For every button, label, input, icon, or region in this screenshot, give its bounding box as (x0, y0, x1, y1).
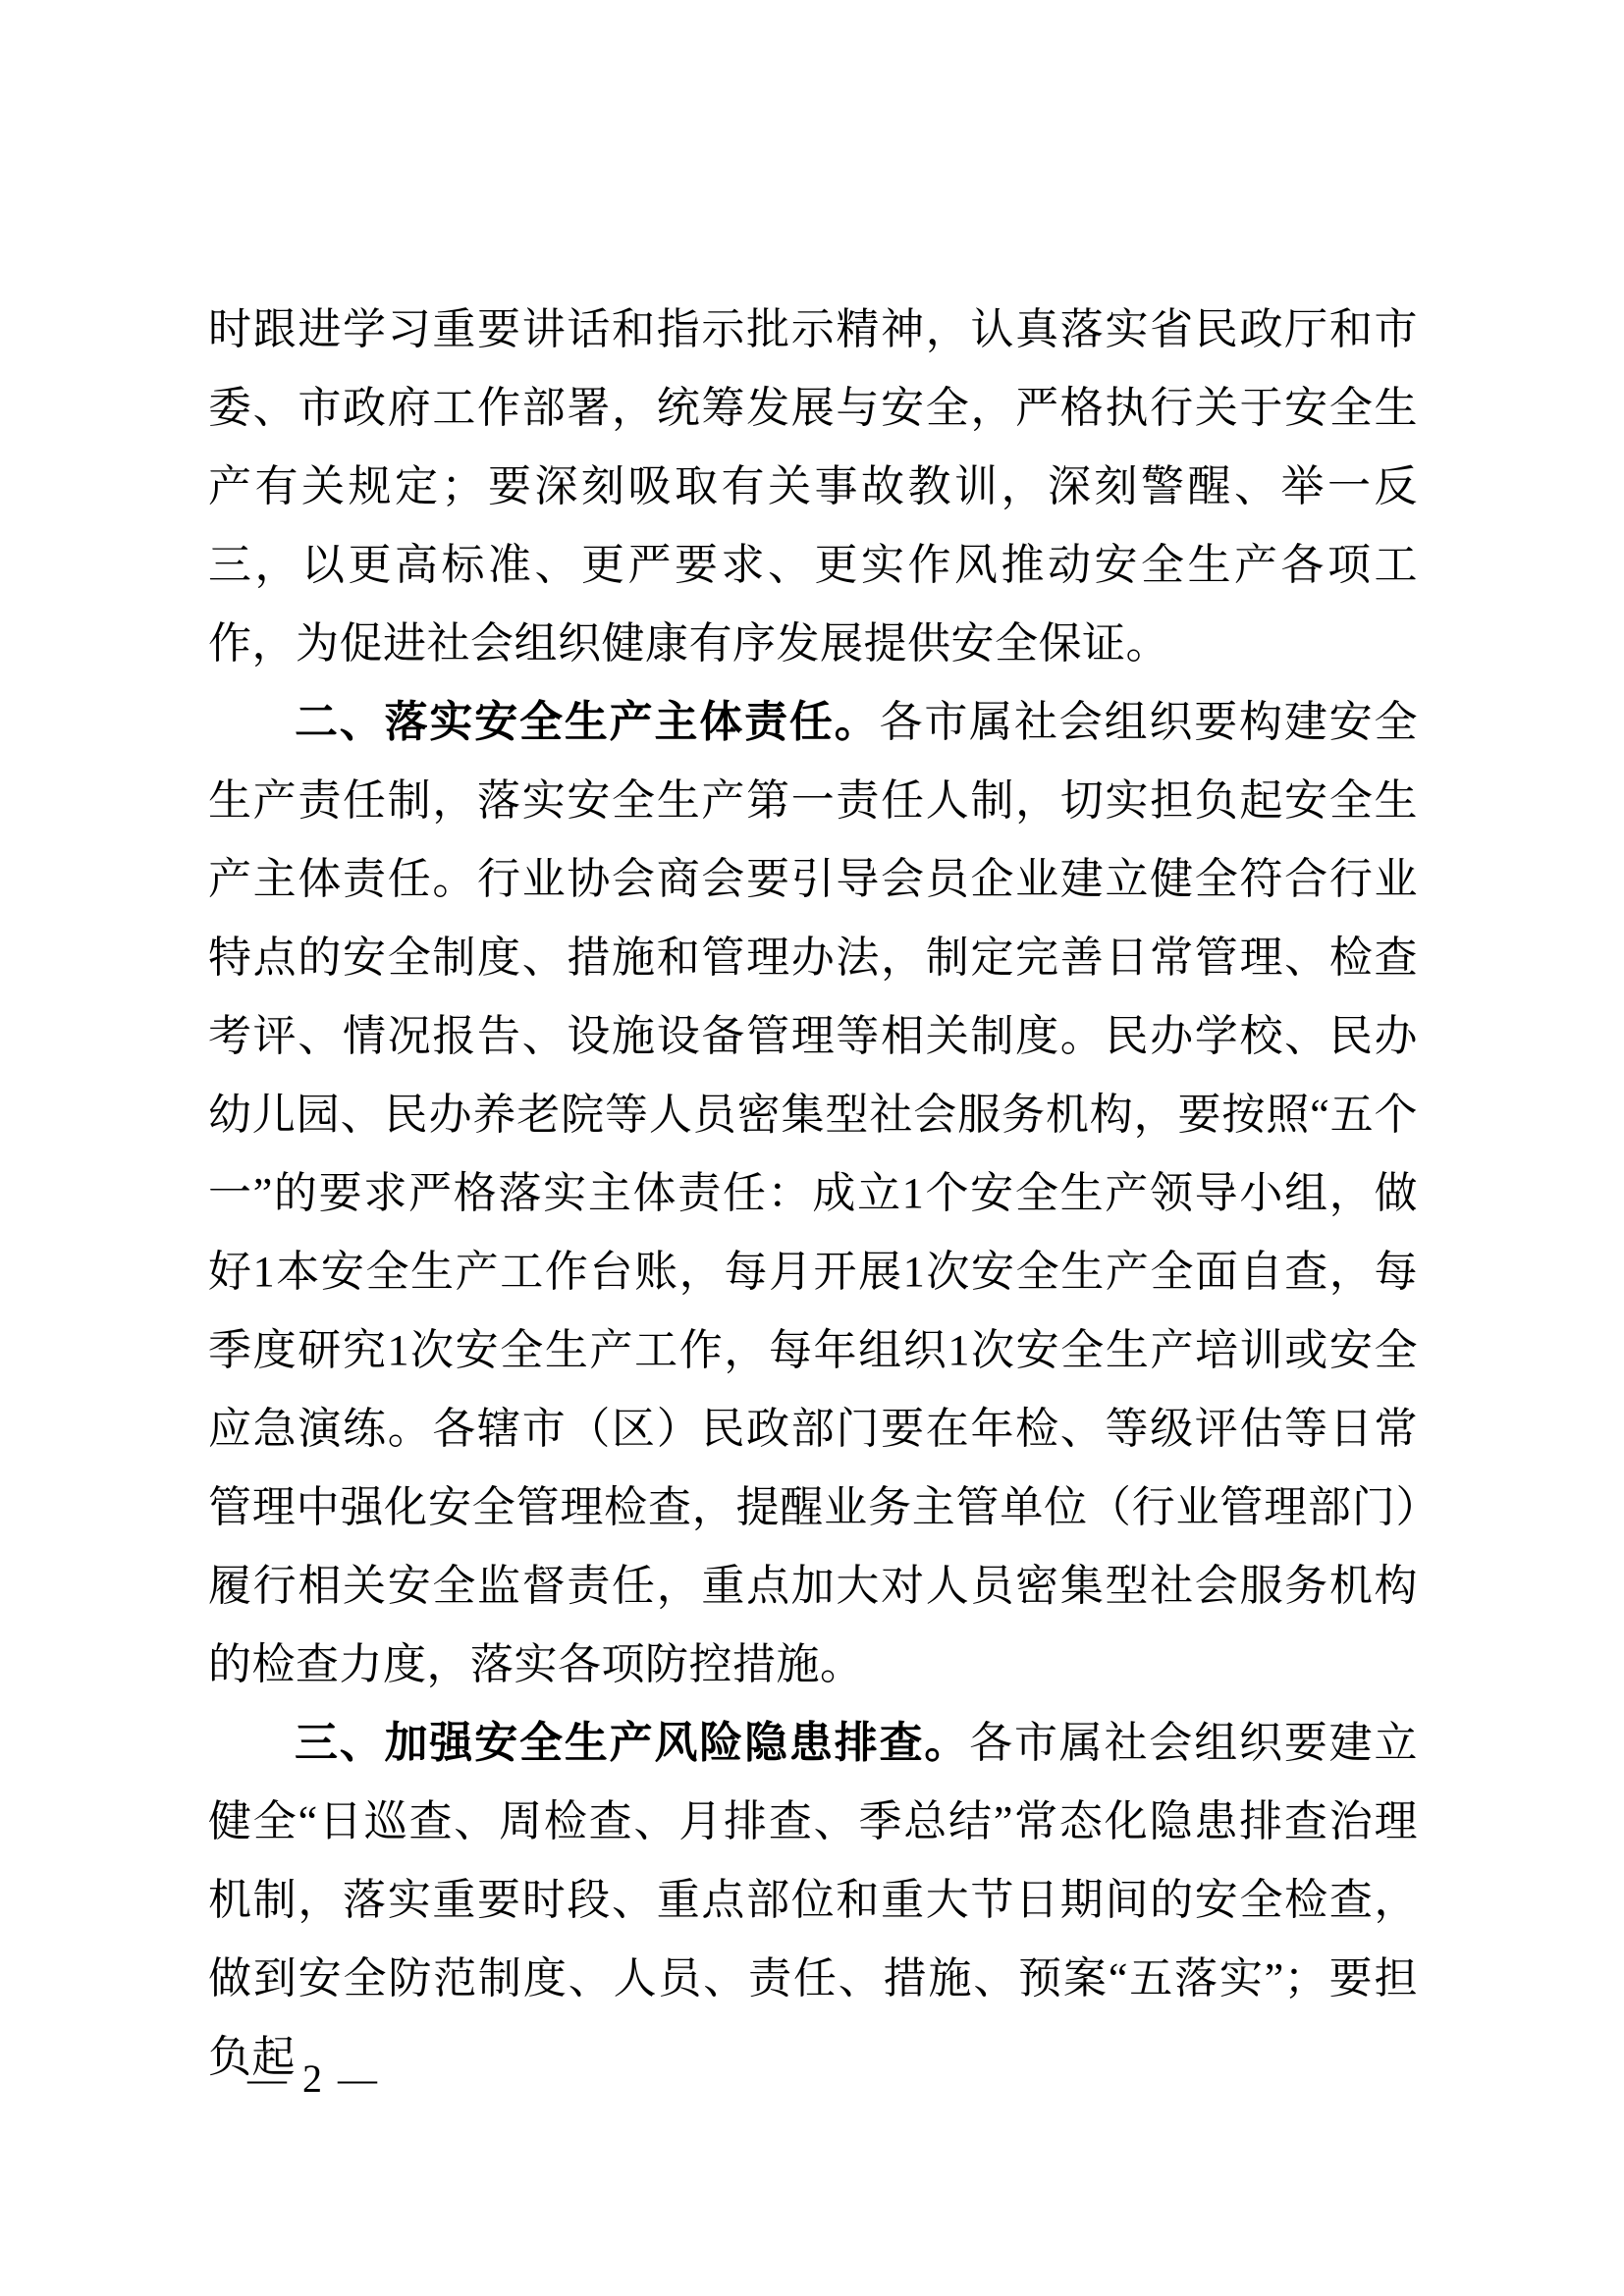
body-text: 时跟进学习重要讲话和指示批示精神，认真落实省民政厅和市委、市政府工作部署，统筹发展与安全，严格执行关于安全生产有关规定；要深刻吸取有关事故教训，深刻警醒、举一反三，以更高标准、更严要求、更实作风推动安全生产各项工作，为促进社会组织健康有序发展提供安全保证。 (208, 305, 1418, 667)
page-number: — 2 — (247, 2056, 380, 2101)
body-text: 各市属社会组织要构建安全生产责任制，落实安全生产第一责任人制，切实担负起安全生产主体责任。行业协会商会要引导会员企业建立健全符合行业特点的安全制度、措施和管理办法，制定完善日常管理、检查考评、情况报告、设施设备管理等相关制度。民办学校、民办幼儿园、民办养老院等人员密集型社会服务机构，要按照“五个一”的要求严格落实主体责任：成立1个安全生产领导小组，做好1本安全生产工作台账，每月开展1次安全生产全面自查，每季度研究1次安全生产工作，每年组织1次安全生产培训或安全应急演练。各辖市（区）民政部门要在年检、等级评估等日常管理中强化安全管理检查，提醒业务主管单位（行业管理部门）履行相关安全监督责任，重点加大对人员密集型社会服务机构的检查力度，落实各项防控措施。 (208, 698, 1418, 1688)
document-body (208, 291, 1418, 2097)
section-heading: 三、加强安全生产风险隐患排查。 (295, 1719, 970, 1767)
paragraph (208, 291, 1418, 683)
body-text: 各市属社会组织要建立健全“日巡查、周检查、月排查、季总结”常态化隐患排查治理机制，落实重要时段、重点部位和重大节日期间的安全检查，做到安全防范制度、人员、责任、措施、预案“五落实”；要担负起 (208, 1719, 1418, 2081)
paragraph (208, 683, 1418, 1704)
paragraph (208, 1704, 1418, 2097)
section-heading: 二、落实安全生产主体责任。 (295, 698, 880, 746)
